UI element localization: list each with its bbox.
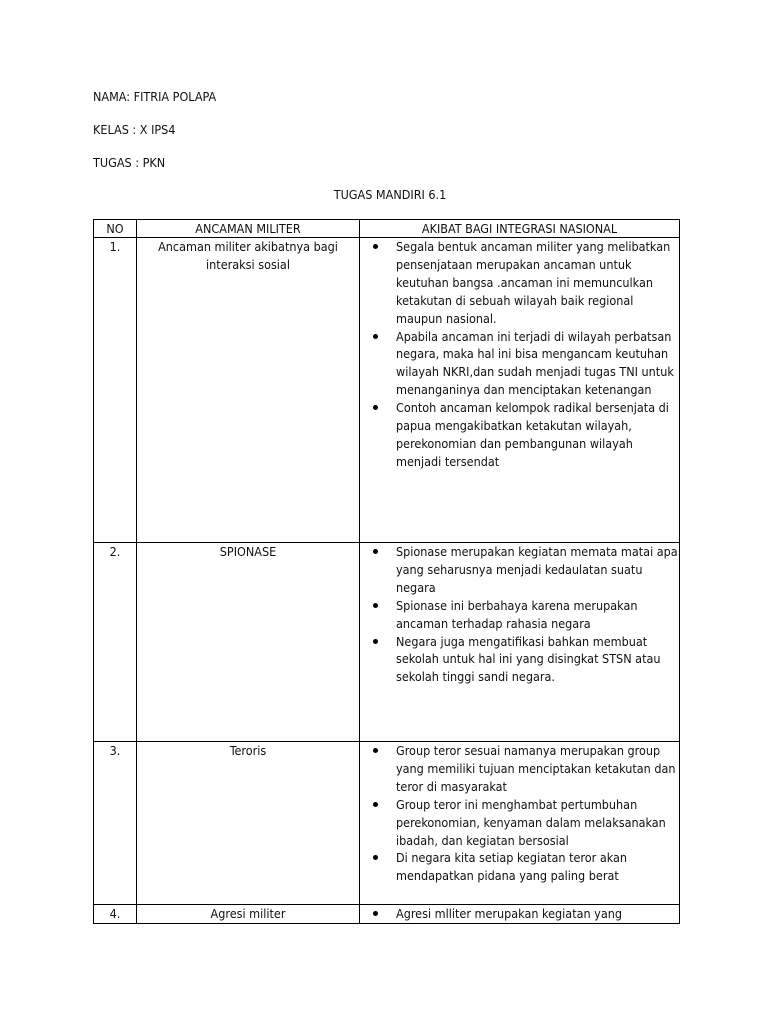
assignment-subject: TUGAS : PKN — [93, 155, 166, 170]
table-row — [94, 543, 680, 742]
effect-text: Negara juga mengatifikasi bahkan membuat sekolah untuk hal ini yang disingkat STSN atau sekolah tinggi sandi negara. — [396, 633, 661, 685]
table-header-row — [94, 220, 680, 238]
threat-name: Ancaman militer akibatnya bagi interaksi sosial — [137, 238, 360, 543]
effects-cell — [360, 543, 680, 742]
threats-table — [93, 219, 680, 924]
bullet-icon — [373, 549, 378, 554]
student-class: KELAS : X IPS4 — [93, 122, 176, 137]
effects-cell — [360, 905, 680, 924]
bullet-icon — [373, 603, 378, 608]
table-row — [94, 238, 680, 543]
threat-name: Agresi militer — [137, 905, 360, 924]
effects-list — [360, 238, 679, 471]
table-row — [94, 905, 680, 924]
bullet-icon — [373, 639, 378, 644]
effect-text: Apabila ancaman ini terjadi di wilayah perbatsan negara, maka hal ini bisa mengancam keutuhan wilayah NKRI,dan sudah menjadi tugas TNI untuk menanganinya dan menciptakan ketenangan — [396, 328, 674, 398]
effect-text: Agresi mlliter merupakan kegiatan yang — [396, 906, 623, 921]
table-row — [94, 742, 680, 905]
bullet-icon — [373, 802, 378, 807]
bullet-icon — [373, 405, 378, 410]
document-title: TUGAS MANDIRI 6.1 — [333, 187, 447, 202]
header-ancaman-militer: ANCAMAN MILITER — [137, 220, 360, 238]
effect-text: Spionase merupakan kegiatan memata matai apa yang seharusnya menjadi kedaulatan suatu negara — [396, 544, 678, 595]
row-number: 3. — [94, 742, 137, 905]
bullet-icon — [373, 855, 378, 860]
bullet-icon — [373, 244, 378, 249]
effect-text: Group teror sesuai namanya merupakan group yang memiliki tujuan menciptakan ketakutan dan teror di masyarakat — [396, 743, 676, 794]
list-item — [360, 905, 679, 923]
list-item — [360, 849, 679, 885]
bullet-icon — [373, 911, 378, 916]
threat-name: Teroris — [137, 742, 360, 905]
student-name: NAMA: FITRIA POLAPA — [93, 89, 217, 104]
row-number: 2. — [94, 543, 137, 742]
list-item — [360, 633, 679, 687]
bullet-icon — [373, 748, 378, 753]
list-item — [360, 543, 679, 597]
effect-text: Segala bentuk ancaman militer yang melibatkan pensenjataan merupakan ancaman untuk keutuhan bangsa .ancaman ini memunculkan ketakutan di sebuah wilayah baik regional maupun nasional. — [396, 239, 671, 326]
effect-text: Contoh ancaman kelompok radikal bersenjata di papua mengakibatkan ketakutan wilayah, perekonomian dan pembangunan wilayah menjadi tersendat — [396, 400, 669, 469]
effects-list — [360, 905, 679, 923]
list-item — [360, 796, 679, 850]
list-item — [360, 238, 679, 328]
list-item — [360, 399, 679, 471]
list-item — [360, 597, 679, 633]
header-no: NO — [94, 220, 137, 238]
list-item — [360, 742, 679, 796]
effects-list — [360, 742, 679, 885]
row-number: 4. — [94, 905, 137, 924]
effect-text: Spionase ini berbahaya karena merupakan ancaman terhadap rahasia negara — [396, 597, 638, 631]
effect-text: Group teror ini menghambat pertumbuhan perekonomian, kenyaman dalam melaksanakan ibadah, dan kegiatan bersosial — [396, 796, 666, 848]
row-number: 1. — [94, 238, 137, 543]
effects-cell — [360, 238, 680, 543]
bullet-icon — [373, 334, 378, 339]
effects-list — [360, 543, 679, 686]
header-akibat: AKIBAT BAGI INTEGRASI NASIONAL — [360, 220, 680, 238]
threat-name: SPIONASE — [137, 543, 360, 742]
effect-text: Di negara kita setiap kegiatan teror akan mendapatkan pidana yang paling berat — [396, 850, 628, 884]
effects-cell — [360, 742, 680, 905]
list-item — [360, 328, 679, 400]
